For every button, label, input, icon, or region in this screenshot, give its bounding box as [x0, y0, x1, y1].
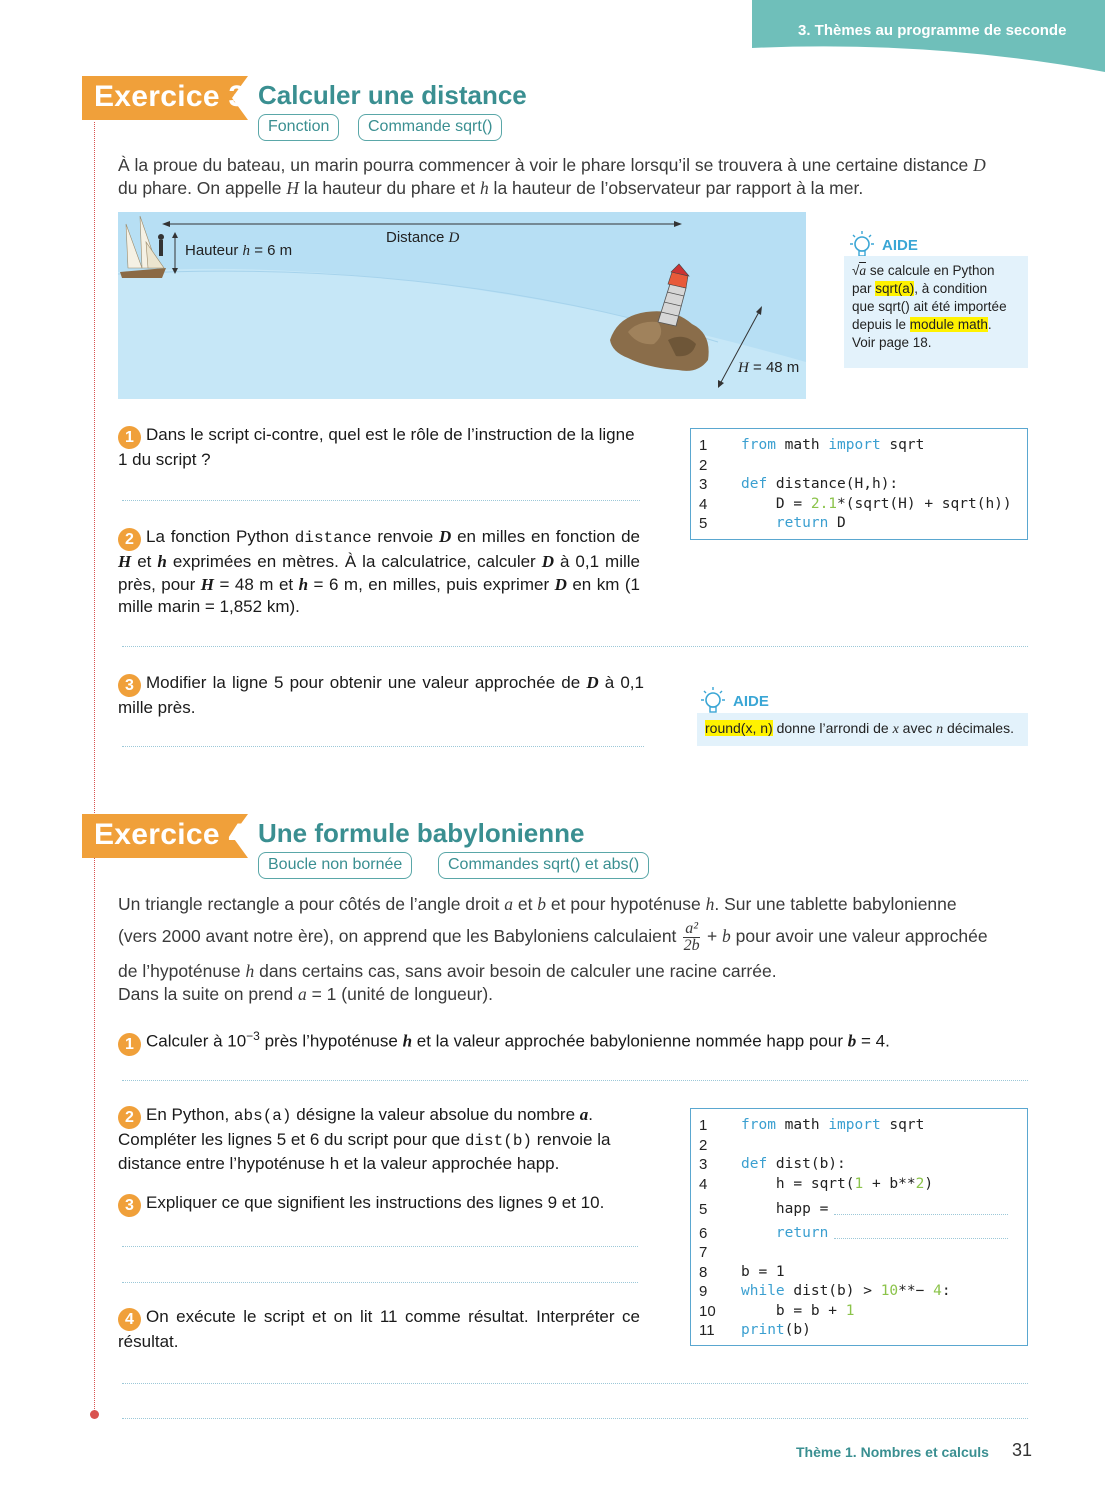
- code-line-5: [741, 515, 846, 531]
- var-h-lower: h: [479, 178, 489, 198]
- question-text: désigne la valeur absolue du nombre: [291, 1105, 580, 1124]
- exponent: −3: [246, 1029, 260, 1043]
- tag-boucle: Boucle non bornée: [258, 852, 412, 879]
- line-number: 11: [699, 1322, 715, 1339]
- number: 1: [854, 1176, 864, 1192]
- answer-line[interactable]: [122, 1282, 638, 1283]
- exercise-3-title: Calculer une distance: [258, 80, 527, 110]
- aide-box-round: [697, 713, 1028, 746]
- lighthouse-illustration: [118, 212, 806, 399]
- question-number: 4: [118, 1308, 141, 1331]
- var-h-upper: H: [286, 178, 299, 198]
- intro-text: pour avoir une valeur approchée: [730, 926, 988, 946]
- keyword: def: [741, 476, 768, 492]
- question-text: et: [131, 552, 158, 571]
- code-line-6: [741, 1225, 1008, 1241]
- fraction-numerator: a²: [685, 919, 699, 937]
- exercise-3-intro: [118, 154, 1030, 200]
- ex4-question-1: [118, 1025, 1028, 1056]
- height-var: H: [738, 360, 749, 376]
- height-value: = 48 m: [748, 359, 800, 376]
- line-number: 6: [699, 1225, 708, 1242]
- code-line-9: [741, 1283, 951, 1299]
- var: n: [936, 722, 944, 737]
- intro-text: et pour hypoténuse: [546, 894, 706, 914]
- intro-text: +: [702, 926, 723, 946]
- aide-header: [697, 686, 769, 716]
- question-text: Compléter les lignes 5 et 6 du script pour que: [118, 1130, 465, 1149]
- question-text: renvoie: [371, 527, 439, 546]
- code-text: (b): [784, 1322, 811, 1338]
- code-text: ): [924, 1176, 934, 1192]
- var: b: [537, 894, 547, 914]
- keyword: while: [741, 1283, 785, 1299]
- keyword: return: [775, 515, 829, 531]
- question-text: La fonction Python: [146, 527, 295, 546]
- line-number: 5: [699, 515, 708, 532]
- fraction: [683, 921, 700, 954]
- inline-code: dist(b): [464, 1132, 533, 1150]
- aide-text: que sqrt() ait été importée: [852, 299, 1007, 314]
- answer-line[interactable]: [122, 1080, 1028, 1081]
- intro-text: À la proue du bateau, un marin pourra commencer à voir le phare lorsqu’il se trouvera à une certaine distance: [118, 155, 974, 175]
- exercise-4-title: Une formule babylonienne: [258, 818, 585, 848]
- question-number: 2: [118, 528, 141, 551]
- ex4-code-block: [690, 1108, 1028, 1346]
- exercise-4-badge: [82, 814, 248, 858]
- inline-code: abs(a): [233, 1107, 292, 1125]
- keyword: def: [741, 1156, 768, 1172]
- fraction-denominator: 2b: [683, 936, 700, 954]
- question-text: Dans le script ci-contre, quel est le rôle de l’instruction de la ligne 1 du script ?: [118, 425, 635, 469]
- keyword: import: [828, 1117, 881, 1133]
- line-number: 4: [699, 496, 708, 513]
- question-text: .: [588, 1105, 593, 1124]
- code-line-4: [741, 1176, 933, 1192]
- question-text: = 48 m et: [214, 574, 299, 594]
- question-text: = 4.: [856, 1031, 890, 1051]
- page-number: 31: [1012, 1440, 1033, 1460]
- var: h: [298, 574, 309, 594]
- answer-line[interactable]: [122, 1383, 1028, 1384]
- code-text: *(sqrt(H) + sqrt(h)): [837, 496, 1012, 512]
- keyword: print: [741, 1322, 785, 1338]
- var: D: [554, 574, 567, 594]
- aide-text: .: [987, 317, 992, 332]
- number: 2.1: [810, 496, 838, 512]
- question-number: 2: [118, 1106, 141, 1129]
- line-number: 3: [699, 1156, 708, 1173]
- question-number: 1: [118, 1033, 141, 1056]
- code-line-3: [741, 476, 898, 492]
- var-d: D: [973, 155, 986, 175]
- aide-text: décimales.: [943, 720, 1014, 736]
- var: H: [200, 574, 215, 594]
- code-text: math: [775, 437, 829, 453]
- ex3-question-1: [118, 424, 640, 472]
- exercise-3-label: Exercice 3: [94, 80, 246, 113]
- code-line-11: [741, 1322, 811, 1338]
- question-text: exprimées en mètres. À la calculatrice, calculer: [166, 552, 542, 571]
- tag-commandes: Commandes sqrt() et abs(): [438, 852, 649, 879]
- exercise-4-label: Exercice 4: [94, 818, 246, 851]
- sqrt-symbol: √: [852, 263, 860, 278]
- var: D: [586, 673, 599, 692]
- keyword: import: [828, 437, 881, 453]
- exercise-4-intro-3: [118, 960, 1030, 1006]
- code-line-3: [741, 1156, 846, 1172]
- hauteur-label: [185, 242, 292, 260]
- var: h: [705, 894, 715, 914]
- fill-in-blank[interactable]: [834, 1238, 1008, 1239]
- var: h: [402, 1031, 413, 1051]
- code-text: sqrt: [880, 1117, 925, 1133]
- line-number: 2: [699, 1137, 708, 1154]
- tag-fonction: Fonction: [258, 114, 339, 141]
- code-line-8: b = 1: [741, 1264, 785, 1280]
- number: 10: [880, 1283, 899, 1299]
- question-text: près l’hypoténuse: [259, 1031, 403, 1051]
- answer-line[interactable]: [122, 646, 1028, 647]
- code-text: h = sqrt(: [741, 1176, 855, 1192]
- aide-highlight: round(x, n): [705, 720, 773, 736]
- hauteur-text: Hauteur: [185, 242, 243, 259]
- code-text: dist(b):: [767, 1156, 846, 1172]
- aide-text: , à condition: [914, 281, 988, 296]
- sqrt-var: a: [859, 263, 867, 278]
- footer-theme: Thème 1. Nombres et calculs: [796, 1444, 989, 1460]
- question-text: renvoie la distance entre l’hypoténuse h et la valeur approchée happ.: [118, 1130, 611, 1173]
- inline-code: distance: [294, 529, 372, 547]
- question-text: Modifier la ligne 5 pour obtenir une valeur approchée de: [146, 673, 587, 692]
- question-number: 3: [118, 1194, 141, 1217]
- intro-text: . Sur une tablette babylonienne: [714, 894, 957, 914]
- number: 1: [845, 1303, 855, 1319]
- question-text: En Python,: [146, 1105, 234, 1124]
- intro-text: et: [512, 894, 538, 914]
- answer-line[interactable]: [122, 746, 644, 747]
- lightbulb-icon: [697, 686, 729, 716]
- hauteur-value: = 6 m: [250, 242, 293, 259]
- tag-commande-sqrt: Commande sqrt(): [358, 114, 502, 141]
- answer-line[interactable]: [122, 1418, 1028, 1419]
- ex3-question-3: [118, 672, 644, 720]
- code-line-4: [741, 496, 1012, 512]
- keyword: return: [775, 1225, 829, 1241]
- code-text: dist(b) >: [784, 1283, 881, 1299]
- question-number: 1: [118, 426, 141, 449]
- line-number: 2: [699, 457, 708, 474]
- ex4-question-3: [118, 1192, 640, 1217]
- intro-text: la hauteur du phare et: [298, 178, 480, 198]
- line-number: 4: [699, 1176, 708, 1193]
- line-number: 1: [699, 1117, 708, 1134]
- var: a: [297, 984, 307, 1004]
- code-text: + b**: [863, 1176, 916, 1192]
- code-line-10: [741, 1303, 855, 1319]
- line-number: 1: [699, 437, 708, 454]
- line-number: 10: [699, 1303, 716, 1320]
- theme-header-tab: [752, 0, 1105, 72]
- aide-title: AIDE: [882, 236, 918, 254]
- code-text: :: [941, 1283, 951, 1299]
- keyword: from: [741, 437, 776, 453]
- margin-dot: [90, 1410, 99, 1419]
- question-text: Expliquer ce que signifient les instructions des lignes 9 et 10.: [146, 1193, 605, 1212]
- line-number: 8: [699, 1264, 708, 1281]
- var: D: [438, 527, 452, 546]
- code-text: distance(H,h):: [767, 476, 899, 492]
- aide-title: AIDE: [733, 692, 769, 710]
- aide-text: donne l’arrondi de: [772, 720, 893, 736]
- aide-highlight: sqrt(a): [875, 281, 915, 296]
- aide-box: [844, 256, 1028, 368]
- intro-text: = 1 (unité de longueur).: [306, 984, 494, 1004]
- question-text: à 0,1 mille près.: [118, 673, 644, 717]
- var: D: [541, 552, 554, 571]
- var: x: [892, 722, 899, 737]
- aide-text: Voir page 18.: [852, 335, 932, 350]
- line-number: 5: [699, 1201, 708, 1218]
- aide-text: se calcule en Python: [866, 263, 995, 278]
- ex3-question-2: [118, 526, 640, 619]
- var: b: [847, 1031, 857, 1051]
- aide-text: depuis le: [852, 317, 910, 332]
- aide-text: par: [852, 281, 876, 296]
- exercise-4-intro-2: [118, 916, 1030, 956]
- question-text: On exécute le script et on lit 11 comme résultat. Interpréter ce résultat.: [118, 1307, 640, 1351]
- intro-text: de l’hypoténuse: [118, 961, 246, 981]
- line-number: 3: [699, 476, 708, 493]
- code-text: b = b +: [741, 1303, 846, 1319]
- question-text: à 0,1 mille près, pour: [118, 552, 641, 594]
- var: H: [118, 552, 132, 571]
- margin-rule: [94, 122, 95, 1417]
- exercise-4-intro-1: [118, 893, 1030, 916]
- ex3-code-block: [690, 428, 1028, 540]
- theme-tab-label: 3. Thèmes au programme de seconde: [798, 22, 1067, 39]
- intro-text: dans certains cas, sans avoir besoin de calculer une racine carrée.: [254, 961, 777, 981]
- number: 4: [933, 1283, 942, 1299]
- code-indent: [741, 1225, 776, 1241]
- intro-text: Dans la suite on prend: [118, 984, 298, 1004]
- code-text: sqrt: [880, 437, 925, 453]
- ex4-question-4: [118, 1306, 640, 1354]
- answer-line[interactable]: [122, 500, 640, 501]
- distance-label: [386, 229, 459, 247]
- var: a: [579, 1105, 589, 1124]
- line-number: 9: [699, 1283, 708, 1300]
- var: a: [504, 894, 513, 914]
- code-text: math: [775, 1117, 829, 1133]
- intro-text: Un triangle rectangle a pour côtés de l’angle droit: [118, 894, 505, 914]
- code-line-1: [741, 437, 924, 453]
- number: 2: [915, 1176, 925, 1192]
- distance-var: D: [448, 230, 460, 246]
- question-number: 3: [118, 674, 141, 697]
- code-line-5: [741, 1201, 1008, 1217]
- ex4-question-2: [118, 1104, 640, 1175]
- question-text: et la valeur approchée babylonienne nommée happ pour: [412, 1031, 848, 1051]
- question-text: en km (1 mille marin = 1,852 km).: [118, 574, 641, 616]
- aide-text: avec: [898, 720, 937, 736]
- code-text: happ =: [741, 1201, 829, 1217]
- var: h: [157, 552, 167, 571]
- var: h: [245, 961, 255, 981]
- code-line-1: [741, 1117, 924, 1133]
- code-indent: [741, 515, 776, 531]
- fill-in-blank[interactable]: [834, 1214, 1008, 1215]
- exercise-3-badge: [82, 76, 248, 120]
- answer-line[interactable]: [122, 1246, 638, 1247]
- question-text: en milles en fonction de: [451, 527, 641, 546]
- intro-text: du phare. On appelle: [118, 178, 287, 198]
- code-text: D: [828, 515, 846, 531]
- height-h-label: [738, 359, 799, 377]
- code-text: D =: [741, 496, 811, 512]
- intro-text: la hauteur de l’observateur par rapport à la mer.: [488, 178, 864, 198]
- question-text: = 6 m, en milles, puis exprimer: [308, 574, 555, 594]
- keyword: from: [741, 1117, 776, 1133]
- hauteur-var: h: [242, 243, 251, 259]
- line-number: 7: [699, 1244, 708, 1261]
- var: b: [722, 926, 731, 946]
- aide-highlight: module math: [909, 317, 988, 332]
- question-text: Calculer à 10: [146, 1031, 247, 1051]
- distance-text: Distance: [386, 229, 449, 246]
- lighthouse-figure: [118, 212, 806, 399]
- intro-text: (vers 2000 avant notre ère), on apprend que les Babyloniens calculaient: [118, 926, 682, 946]
- code-text: **−: [898, 1283, 934, 1299]
